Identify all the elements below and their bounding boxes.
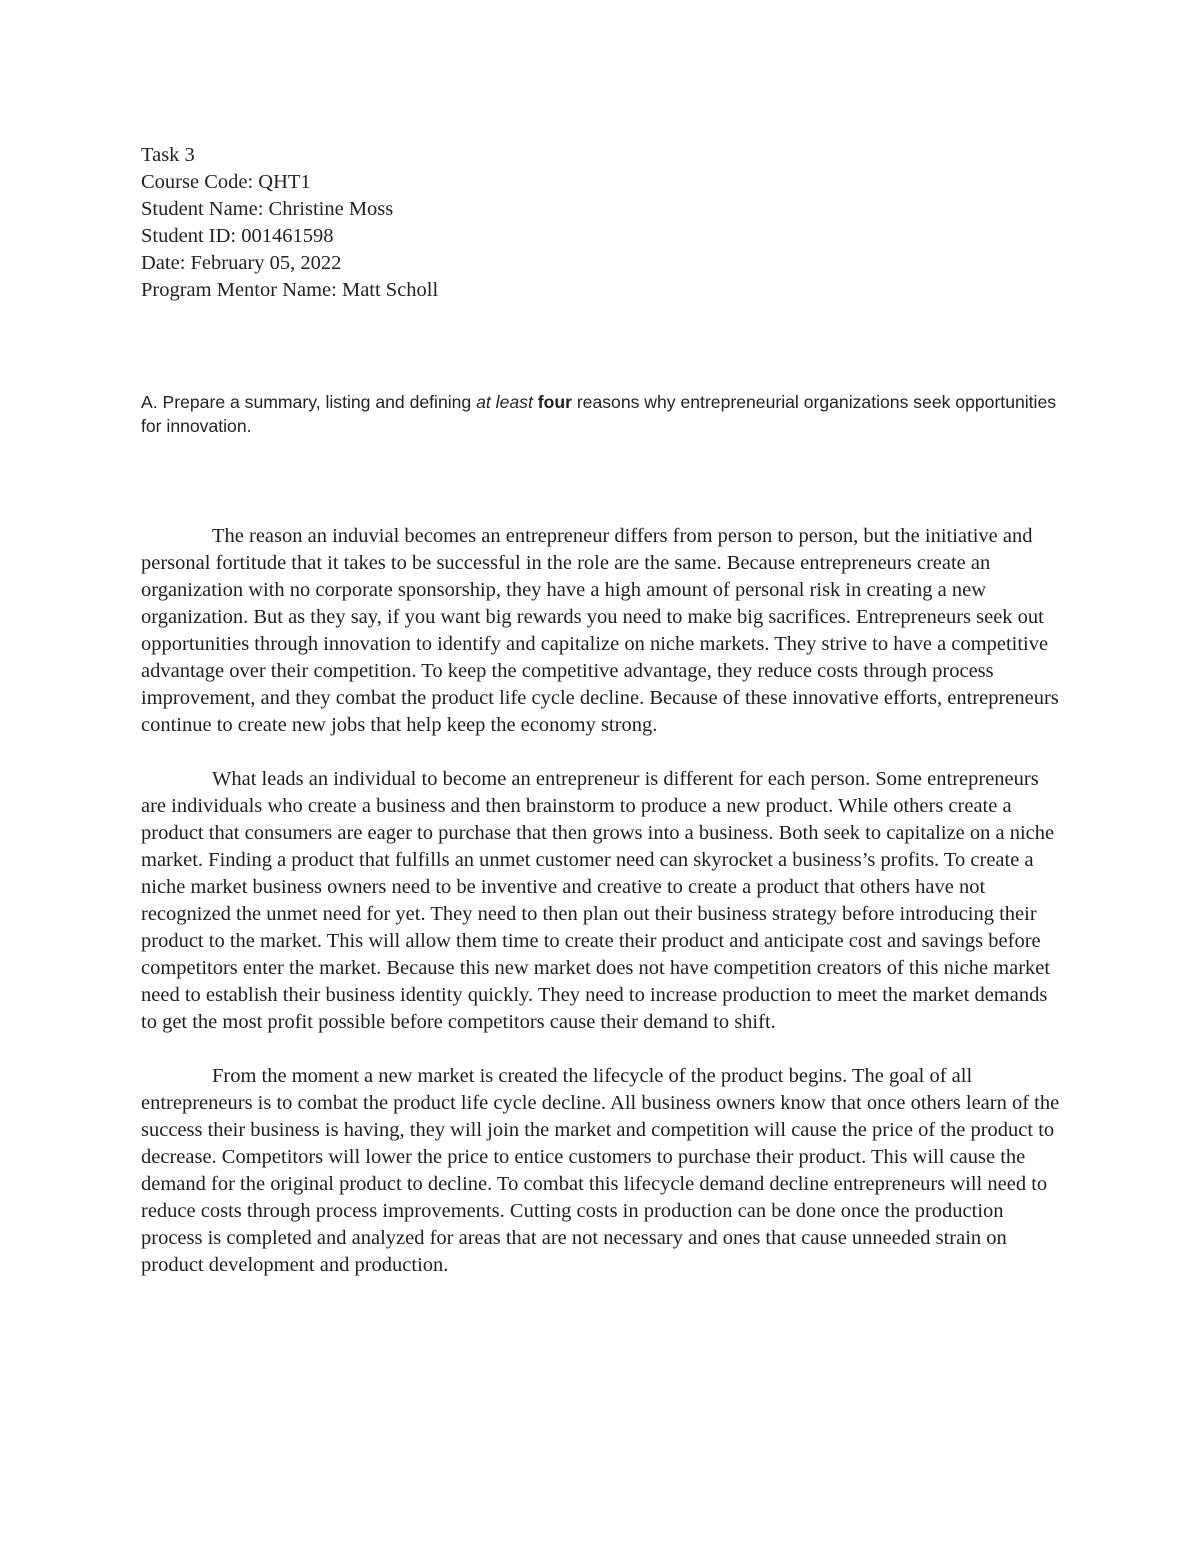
task-title: Task 3: [141, 144, 195, 166]
document-page: [141, 142, 1061, 1306]
prompt-tail: reasons why entrepreneurial organizations seek opportunities for innovation.: [141, 392, 1057, 436]
prompt-lead: A. Prepare a summary, listing and defining: [141, 392, 477, 412]
prompt-strong: four: [537, 392, 572, 412]
essay-body: [141, 523, 1061, 1279]
prompt-emphasis: at least: [476, 392, 533, 412]
essay-paragraph-2: What leads an individual to become an entrepreneur is different for each person. Some entrepreneurs are individuals who create a business and then brainstorm to produce a new product. While others create a product that consumers are eager to purchase that then grows into a business. Both seek to capitalize on a niche market. Finding a product that fulfills an unmet customer need can skyrocket a business’s profits. To create a niche market business owners need to be inventive and creative to create a product that others have not recognized the unmet need for yet. They need to then plan out their business strategy before introducing their product to the market. This will allow them time to create their product and anticipate cost and savings before competitors enter the market. Because this new market does not have competition creators of this niche market need to establish their business identity quickly. They need to increase production to meet the market demands to get the most profit possible before competitors cause their demand to shift.: [141, 768, 1055, 1033]
essay-paragraph-3: From the moment a new market is created the lifecycle of the product begins. The goal of all entrepreneurs is to combat the product life cycle decline. All business owners know that once others learn of the success their business is having, they will join the market and competition will cause the price of the product to decrease. Competitors will lower the price to entice customers to purchase their product. This will cause the demand for the original product to decline. To combat this lifecycle demand decline entrepreneurs will need to reduce costs through process improvements. Cutting costs in production can be done once the production process is completed and analyzed for areas that are not necessary and ones that cause unneeded strain on product development and production.: [141, 1065, 1060, 1276]
document-header: [141, 142, 1061, 304]
essay-paragraph-1: The reason an induvial becomes an entrepreneur differs from person to person, but the initiative and personal fortitude that it takes to be successful in the role are the same. Because entrepreneurs create an organization with no corporate sponsorship, they have a high amount of personal risk in creating a new organization. But as they say, if you want big rewards you need to make big sacrifices. Entrepreneurs seek out opportunities through innovation to identify and capitalize on niche markets. They strive to have a competitive advantage over their competition. To keep the competitive advantage, they reduce costs through process improvement, and they combat the product life cycle decline. Because of these innovative efforts, entrepreneurs continue to create new jobs that help keep the economy strong.: [141, 525, 1059, 736]
student-id: Student ID: 001461598: [141, 225, 334, 247]
task-prompt: [141, 390, 1061, 438]
course-code: Course Code: QHT1: [141, 171, 311, 193]
submission-date: Date: February 05, 2022: [141, 252, 342, 274]
student-name: Student Name: Christine Moss: [141, 198, 394, 220]
mentor-name: Program Mentor Name: Matt Scholl: [141, 279, 439, 301]
